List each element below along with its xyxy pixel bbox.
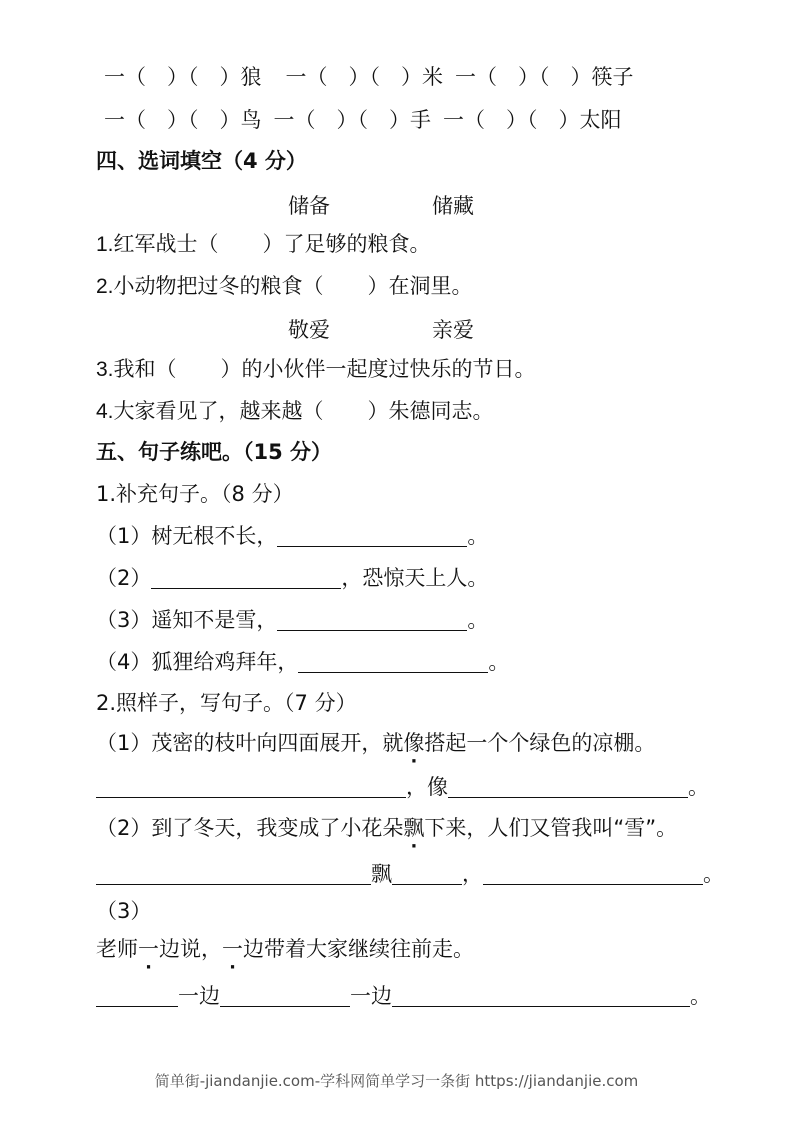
example-text: 搭起一个个绿色的凉棚。: [424, 731, 656, 755]
example-text: 下来，人们又管我叫“雪”。: [424, 816, 678, 840]
example-text: 茂密的枝叶向四面展开，就: [151, 731, 404, 755]
question-4: [96, 398, 494, 425]
answer-blank[interactable]: [298, 652, 488, 673]
item-label: （1）: [96, 731, 152, 755]
emphasized-word: 一: [138, 937, 159, 961]
answer-blank[interactable]: [96, 777, 406, 798]
measure-prefix: 一（ ）（ ）: [285, 65, 422, 89]
fill-item-1: [96, 523, 488, 549]
example-3: [96, 936, 474, 962]
item-end: 。: [488, 650, 510, 674]
item-label: （2）: [96, 566, 152, 590]
word-choice-1b: 储藏: [432, 194, 474, 218]
fill-word: 一边: [178, 984, 220, 1008]
emphasized-word: 一: [222, 937, 243, 961]
measure-noun: 太阳: [579, 108, 622, 132]
measure-noun: 手: [410, 108, 431, 132]
question-number: 3.: [96, 358, 114, 381]
question-text: ）在洞里。: [367, 274, 473, 298]
punct: 。: [690, 984, 711, 1008]
answer-blank[interactable]: [220, 986, 350, 1007]
word-choice-1a: 储备: [288, 194, 330, 218]
measure-noun: 鸟: [240, 108, 262, 132]
measure-prefix: 一（ ）（ ）: [104, 108, 241, 132]
example-1: [96, 730, 655, 756]
question-3: [96, 356, 536, 383]
section-4-title: 四、选词填空（4 分）: [96, 149, 307, 173]
answer-blank[interactable]: [448, 777, 688, 798]
fill-word: 飘: [371, 862, 392, 886]
part-2-title: 2.照样子，写句子。（7 分）: [96, 691, 357, 715]
answer-blank[interactable]: [96, 864, 371, 885]
example-text: 边带着大家继续往前走。: [243, 937, 474, 961]
answer-blank[interactable]: [151, 568, 341, 589]
fill-item-3: [96, 607, 488, 633]
word-choice-2a: 敬爱: [288, 318, 330, 342]
question-text: 小动物把过冬的粮食（: [113, 274, 324, 298]
answer-blank[interactable]: [96, 986, 178, 1007]
answer-blank[interactable]: [483, 864, 703, 885]
question-number: 2.: [96, 275, 114, 298]
item-label: （3）: [96, 608, 152, 632]
example-3-answer: [96, 983, 711, 1009]
question-text: ）的小伙伴一起度过快乐的节日。: [220, 357, 536, 381]
example-text: 老师: [96, 937, 138, 961]
example-text: 到了冬天，我变成了小花朵: [151, 816, 404, 840]
fill-item-4: [96, 649, 509, 675]
item-text: ，恐惊天上人。: [341, 566, 489, 590]
measure-noun: 筷子: [591, 65, 634, 89]
section-5-title: 五、句子练吧。（15 分）: [96, 440, 333, 464]
measure-prefix: 一（ ）（ ）: [443, 108, 580, 132]
measure-noun: 米: [422, 65, 443, 89]
question-text: 我和（: [113, 357, 177, 381]
question-number: 1.: [96, 233, 114, 256]
measure-prefix: 一（ ）（ ）: [104, 65, 241, 89]
item-text: 树无根不长，: [151, 524, 278, 548]
fill-word: 一边: [350, 984, 392, 1008]
word-choice-2b: 亲爱: [432, 318, 474, 342]
item-end: 。: [467, 524, 489, 548]
question-text: 红军战士（: [113, 232, 219, 256]
question-number: 4.: [96, 400, 114, 423]
item-text: 狐狸给鸡拜年，: [151, 650, 299, 674]
measure-row-1: [104, 64, 634, 90]
example-2-answer: [96, 861, 724, 887]
punct: 。: [703, 862, 724, 886]
question-text: ）朱德同志。: [367, 399, 494, 423]
item-label: （1）: [96, 524, 152, 548]
item-end: 。: [467, 608, 489, 632]
punct: ，: [462, 862, 483, 886]
measure-prefix: 一（ ）（ ）: [273, 108, 410, 132]
measure-prefix: 一（ ）（ ）: [455, 65, 592, 89]
item-label: （2）: [96, 816, 152, 840]
fill-word: 像: [427, 775, 448, 799]
question-2: [96, 273, 473, 300]
emphasized-word: 飘: [403, 816, 425, 840]
page-footer: 简单街-jiandanjie.com-学科网简单学习一条街 https://jiandanjie.com: [154, 1072, 639, 1090]
example-text: 边说，: [159, 937, 222, 961]
fill-item-2: [96, 565, 488, 591]
answer-blank[interactable]: [277, 526, 467, 547]
punct: 。: [688, 775, 709, 799]
question-text: 大家看见了，越来越（: [113, 399, 324, 423]
measure-row-2: [104, 107, 622, 133]
answer-blank[interactable]: [392, 986, 690, 1007]
answer-blank[interactable]: [277, 610, 467, 631]
punct: ，: [406, 775, 427, 799]
emphasized-word: 像: [403, 731, 425, 755]
measure-noun: 狼: [240, 65, 262, 89]
example-1-answer: [96, 774, 709, 800]
question-1: [96, 231, 431, 258]
item-label: （4）: [96, 650, 152, 674]
question-text: ）了足够的粮食。: [262, 232, 431, 256]
example-2: [96, 815, 677, 841]
example-3-label: （3）: [96, 899, 152, 923]
part-1-title: 1.补充句子。（8 分）: [96, 482, 294, 506]
answer-blank[interactable]: [392, 864, 462, 885]
item-text: 遥知不是雪，: [151, 608, 278, 632]
